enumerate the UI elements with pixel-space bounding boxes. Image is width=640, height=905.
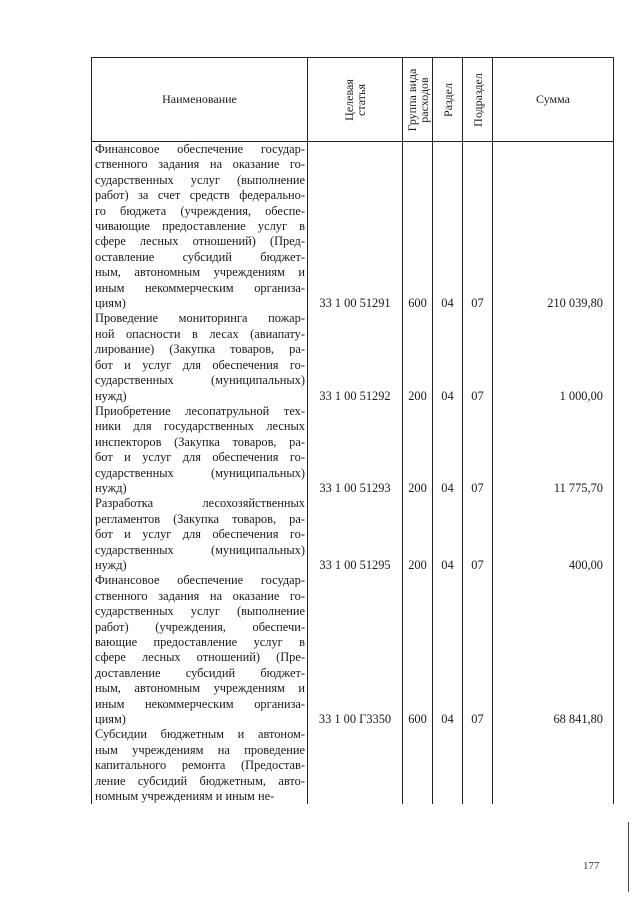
header-target — [308, 58, 403, 142]
description-line: ным, автономным учреждениям и — [95, 681, 305, 696]
description-line: доставление субсидий бюджет- — [95, 665, 305, 680]
description-line: сфере лесных отношений) (Пред- — [95, 234, 305, 249]
row-amount: 210 039,80 — [493, 142, 614, 312]
header-subsection — [463, 58, 493, 142]
description-line: сударственных (муниципальных) — [95, 542, 305, 557]
row-subsection: 07 — [463, 311, 493, 403]
header-section-label: Раздел — [440, 82, 455, 117]
description-line: циям) — [95, 296, 126, 311]
row-subsection: 07 — [463, 142, 493, 312]
row-subsection: 07 — [463, 496, 493, 573]
page-number: 177 — [583, 860, 600, 872]
row-description — [92, 573, 308, 727]
table-row — [92, 496, 614, 573]
margin-rule — [628, 822, 629, 892]
header-subsection-label: Подраздел — [470, 72, 485, 127]
row-subsection: 07 — [463, 573, 493, 727]
table-row — [92, 573, 614, 727]
row-section: 04 — [433, 573, 463, 727]
row-amount: 400,00 — [493, 496, 614, 573]
description-line: Разработка лесохозяйственных — [95, 496, 305, 511]
row-section — [433, 727, 463, 804]
row-section: 04 — [433, 496, 463, 573]
row-description — [92, 727, 308, 804]
row-description — [92, 142, 308, 312]
description-line: иным некоммерческим организа- — [95, 696, 305, 711]
row-expense-group: 600 — [403, 573, 433, 727]
row-target-code — [308, 727, 403, 804]
description-line: сударственных (муниципальных) — [95, 465, 305, 480]
row-expense-group: 200 — [403, 496, 433, 573]
description-line: ным, автономным учреждениям и — [95, 265, 305, 280]
header-target-line-2: статья — [354, 83, 368, 116]
row-section: 04 — [433, 404, 463, 496]
header-group-line-1: Группа вида — [404, 68, 419, 131]
description-line: инспекторов (Закупка товаров, ра- — [95, 434, 305, 449]
description-line: ление субсидий бюджетным, авто- — [95, 773, 305, 788]
description-line: иным некоммерческим организа- — [95, 280, 305, 295]
description-line: Субсидии бюджетным и автоном- — [95, 727, 305, 742]
description-line: работ) за счет средств федерально- — [95, 188, 305, 203]
description-line: нужд) — [95, 388, 127, 403]
description-line: работ) (учреждения, обеспечи- — [95, 619, 305, 634]
description-line: бот и услуг для обеспечения го- — [95, 527, 305, 542]
table-body — [92, 142, 614, 805]
description-line: сударственных услуг (выполнение — [95, 604, 305, 619]
row-target-code: 33 1 00 51292 — [308, 311, 403, 403]
row-expense-group: 600 — [403, 142, 433, 312]
header-section — [433, 58, 463, 142]
description-line: оставление субсидий бюджет- — [95, 249, 305, 264]
header-target-line-1: Целевая — [342, 78, 356, 121]
row-target-code: 33 1 00 51291 — [308, 142, 403, 312]
description-line: сфере лесных отношений) (Пре- — [95, 650, 305, 665]
header-row — [92, 58, 614, 142]
description-line: Проведение мониторинга пожар- — [95, 311, 305, 326]
description-line: Финансовое обеспечение государ- — [95, 142, 305, 156]
row-subsection: 07 — [463, 404, 493, 496]
description-line: ным учреждениям на проведение — [95, 742, 305, 757]
row-section: 04 — [433, 311, 463, 403]
row-target-code: 33 1 00 51295 — [308, 496, 403, 573]
table-row — [92, 727, 614, 804]
description-line: бот и услуг для обеспечения го- — [95, 450, 305, 465]
row-expense-group — [403, 727, 433, 804]
description-line: номным учреждениям и иным не- — [95, 789, 275, 804]
description-line: нужд) — [95, 557, 127, 572]
row-description — [92, 404, 308, 496]
table-row — [92, 311, 614, 403]
row-target-code: 33 1 00 Г3350 — [308, 573, 403, 727]
header-group-line-2: расходов — [416, 76, 431, 123]
row-description — [92, 496, 308, 573]
row-target-code: 33 1 00 51293 — [308, 404, 403, 496]
row-amount: 1 000,00 — [493, 311, 614, 403]
description-line: вающие предоставление услуг в — [95, 635, 305, 649]
description-line: регламентов (Закупка товаров, ра- — [95, 511, 305, 526]
description-line: Финансовое обеспечение государ- — [95, 573, 305, 588]
description-line: бот и услуг для обеспечения го- — [95, 357, 305, 372]
description-line: лирование) (Закупка товаров, ра- — [95, 342, 305, 357]
description-line: ственного задания на оказание го- — [95, 157, 305, 172]
description-line: сударственных (муниципальных) — [95, 373, 305, 388]
description-line: сударственных услуг (выполнение — [95, 172, 305, 187]
description-line: циям) — [95, 712, 126, 727]
row-description — [92, 311, 308, 403]
description-line: ники для государственных лесных — [95, 419, 305, 434]
description-line: капитального ремонта (Предостав- — [95, 758, 305, 773]
description-line: Приобретение лесопатрульной тех- — [95, 403, 305, 418]
budget-table — [91, 57, 614, 804]
table-row — [92, 404, 614, 496]
row-expense-group: 200 — [403, 404, 433, 496]
row-amount — [493, 727, 614, 804]
row-expense-group: 200 — [403, 311, 433, 403]
description-line: чивающие предоставление услуг в — [95, 219, 305, 234]
header-name: Наименование — [92, 58, 308, 142]
row-section: 04 — [433, 142, 463, 312]
description-line: нужд) — [95, 480, 127, 495]
description-line: го бюджета (учреждения, обеспе- — [95, 203, 305, 218]
description-line: ной опасности в лесах (авиапату- — [95, 326, 305, 341]
table-row — [92, 142, 614, 312]
header-amount: Сумма — [493, 58, 614, 142]
header-group — [403, 58, 433, 142]
description-line: ственного задания на оказание го- — [95, 588, 305, 603]
row-amount: 11 775,70 — [493, 404, 614, 496]
row-amount: 68 841,80 — [493, 573, 614, 727]
row-subsection — [463, 727, 493, 804]
